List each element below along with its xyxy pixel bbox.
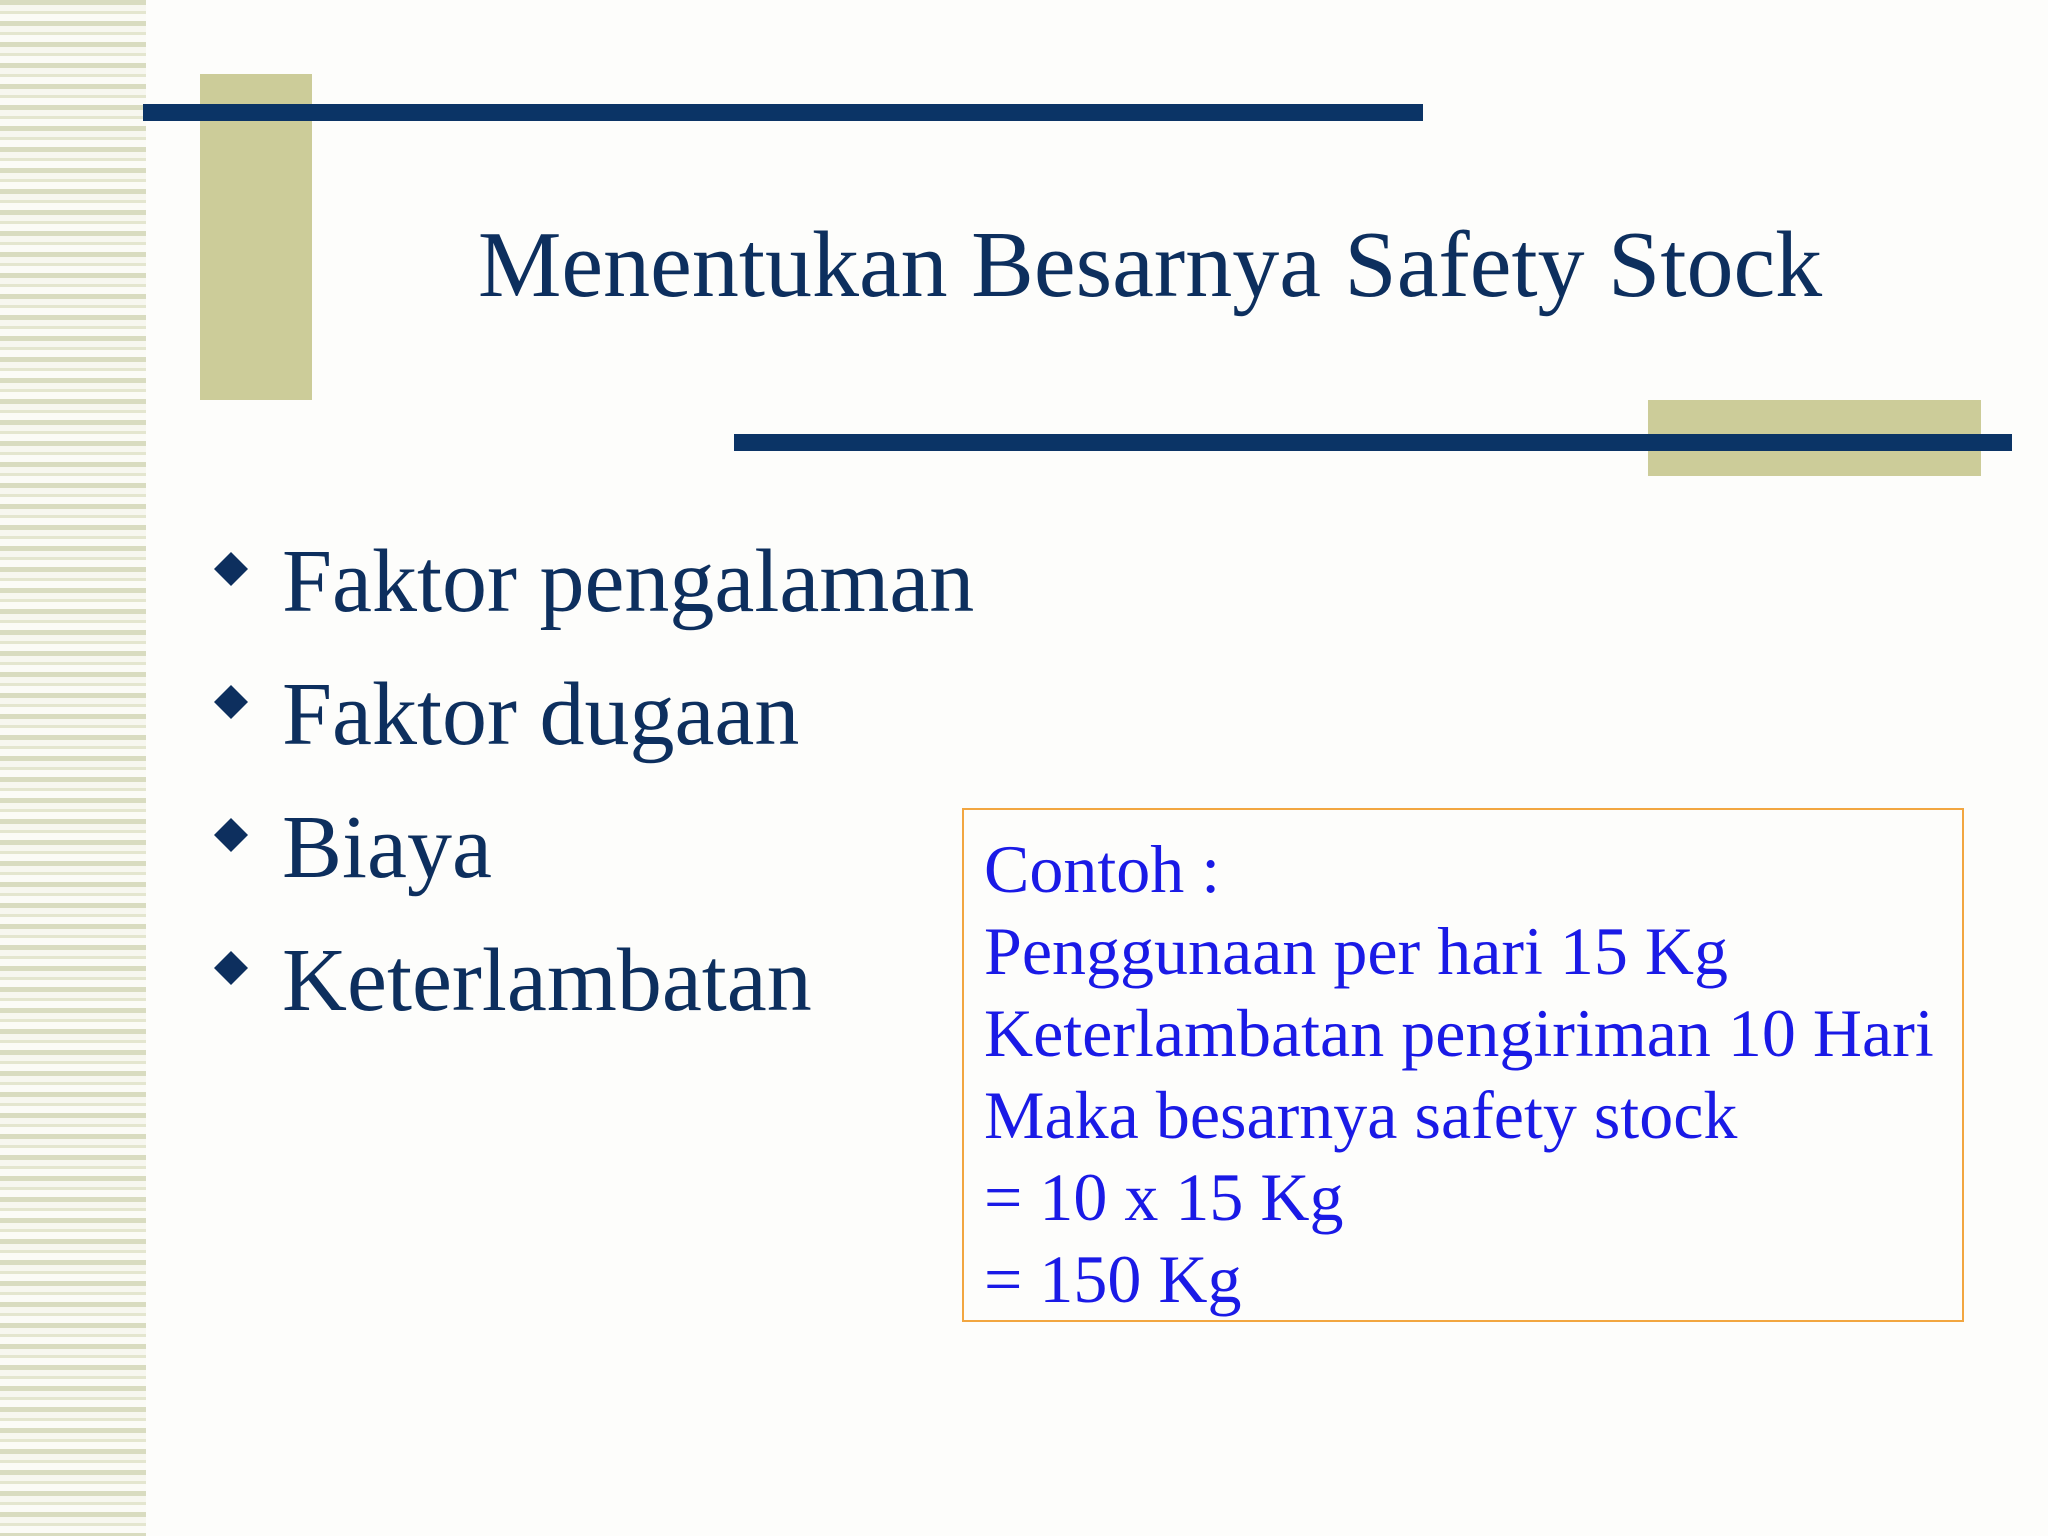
bottom-rule — [734, 434, 2012, 451]
list-item — [206, 648, 974, 781]
list-item — [206, 781, 974, 914]
example-line-result: = 150 Kg — [984, 1241, 1242, 1317]
bullet-text: Keterlambatan — [282, 931, 812, 1030]
list-item — [206, 914, 974, 1047]
example-line-usage: Penggunaan per hari 15 Kg — [984, 913, 1729, 989]
diamond-bullet-icon — [206, 648, 256, 781]
left-stripe-decoration — [0, 0, 146, 1536]
accent-block-left — [200, 74, 312, 400]
bullet-text: Faktor pengalaman — [282, 532, 975, 631]
diamond-bullet-icon — [206, 781, 256, 914]
bullet-text: Biaya — [282, 798, 492, 897]
example-line-conclusion: Maka besarnya safety stock — [984, 1077, 1738, 1153]
diamond-bullet-icon — [206, 515, 256, 648]
top-rule — [143, 104, 1423, 121]
example-line-delay: Keterlambatan pengiriman 10 Hari — [984, 995, 1934, 1071]
example-heading: Contoh : — [984, 831, 1221, 907]
example-line-formula: = 10 x 15 Kg — [984, 1159, 1344, 1235]
slide-title: Menentukan Besarnya Safety Stock — [477, 213, 1823, 317]
example-text-box — [962, 808, 1964, 1322]
diamond-bullet-icon — [206, 914, 256, 1047]
bullet-text: Faktor dugaan — [282, 665, 800, 764]
list-item — [206, 515, 974, 648]
bullet-list — [206, 515, 974, 1047]
